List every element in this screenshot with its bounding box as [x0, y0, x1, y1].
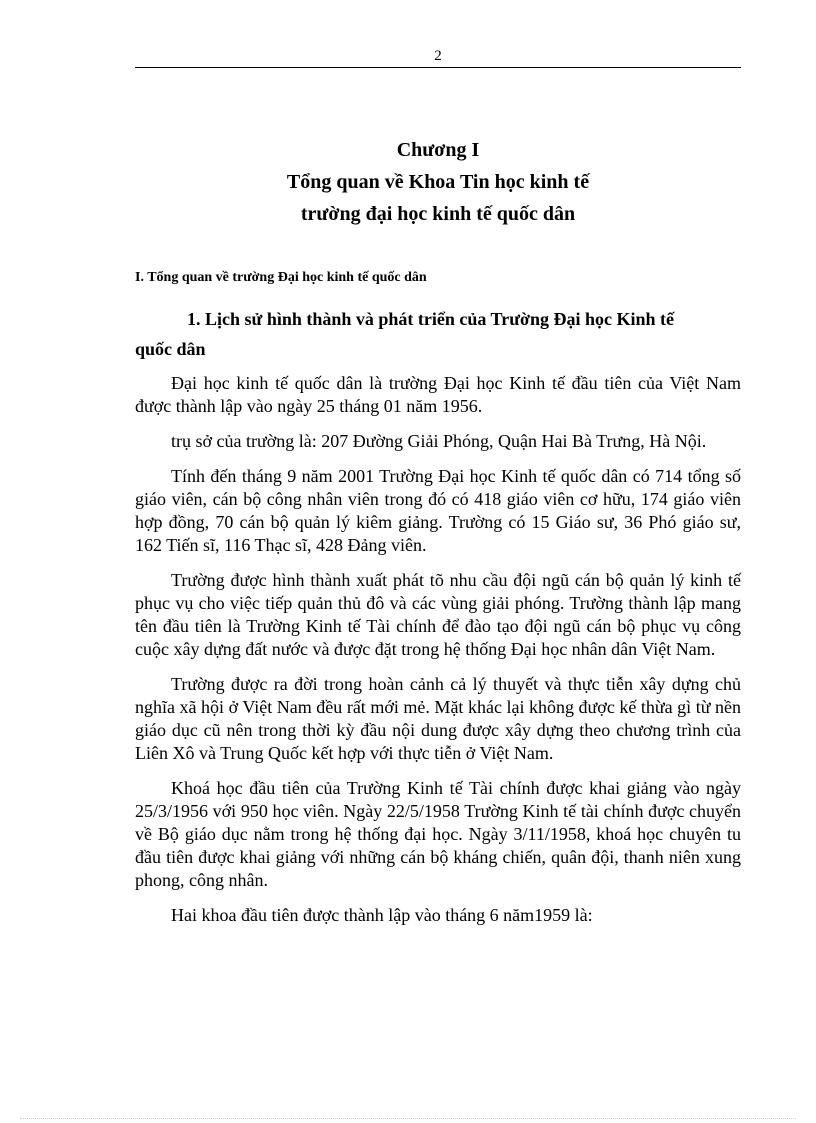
page-number: 2 — [434, 48, 442, 64]
paragraph: Trường được ra đời trong hoàn cảnh cả lý thuyết và thực tiễn xây dựng chủ nghĩa xã hội ở Việt Nam đều rất mới mẻ. Mặt khác lại không được kế thừa gì từ nền giáo dục cũ nên trong thời kỳ đầu nội dung được xây dựng theo chương trình của Liên Xô và Trung Quốc kết hợp với thực tiễn ở Việt Nam. — [135, 674, 741, 763]
paragraph: Đại học kinh tế quốc dân là trường Đại học Kinh tế đầu tiên của Việt Nam được thành lập vào ngày 25 tháng 01 năm 1956. — [135, 373, 741, 416]
header-rule — [135, 67, 741, 68]
paragraph: Tính đến tháng 9 năm 2001 Trường Đại học Kinh tế quốc dân có 714 tổng số giáo viên, cán bộ công nhân viên trong đó có 418 giáo viên cơ hữu, 174 giáo viên hợp đồng, 70 cán bộ quản lý kiêm giảng. Trường có 15 Giáo sư, 36 Phó giáo sư, 162 Tiến sĩ, 116 Thạc sĩ, 428 Đảng viên. — [135, 466, 741, 555]
chapter-title-line-1: Tổng quan về Khoa Tin học kinh tế — [286, 171, 590, 193]
chapter-title — [135, 134, 741, 230]
chapter-title-line-2: trường đại học kinh tế quốc dân — [300, 203, 576, 225]
body-text — [135, 372, 741, 939]
paragraph: Khoá học đầu tiên của Trường Kinh tế Tài chính được khai giảng vào ngày 25/3/1956 với 950 học viên. Ngày 22/5/1958 Trường Kinh tế tài chính được chuyển về Bộ giáo dục nằm trong hệ thống đại học. Ngày 3/11/1958, khoá học chuyên tu đầu tiên được khai giảng với những cán bộ kháng chiến, quân đội, thanh niên xung phong, công nhân. — [135, 778, 741, 890]
page-bottom-border — [20, 1118, 796, 1119]
subsection-heading-line-1: 1. Lịch sử hình thành và phát triển của Trường Đại học Kinh tế — [187, 309, 674, 329]
chapter-label: Chương I — [396, 139, 480, 161]
paragraph: trụ sở của trường là: 207 Đường Giải Phóng, Quận Hai Bà Trưng, Hà Nội. — [171, 431, 707, 451]
paragraph: Trường được hình thành xuất phát tõ nhu cầu đội ngũ cán bộ quản lý kinh tế phục vụ cho việc tiếp quản thủ đô và các vùng giải phóng. Trường thành lập mang tên đầu tiên là Trường Kinh tế Tài chính để đào tạo đội ngũ cán bộ phục vụ công cuộc xây dựng đất nước và được đặt trong hệ thống Đại học nhân dân Việt Nam. — [135, 570, 741, 659]
paragraph: Hai khoa đầu tiên được thành lập vào tháng 6 năm1959 là: — [171, 905, 593, 925]
section-heading: I. Tổng quan về trường Đại học kinh tế quốc dân — [135, 270, 427, 285]
subsection-heading — [135, 304, 741, 364]
subsection-heading-line-2: quốc dân — [135, 339, 206, 359]
